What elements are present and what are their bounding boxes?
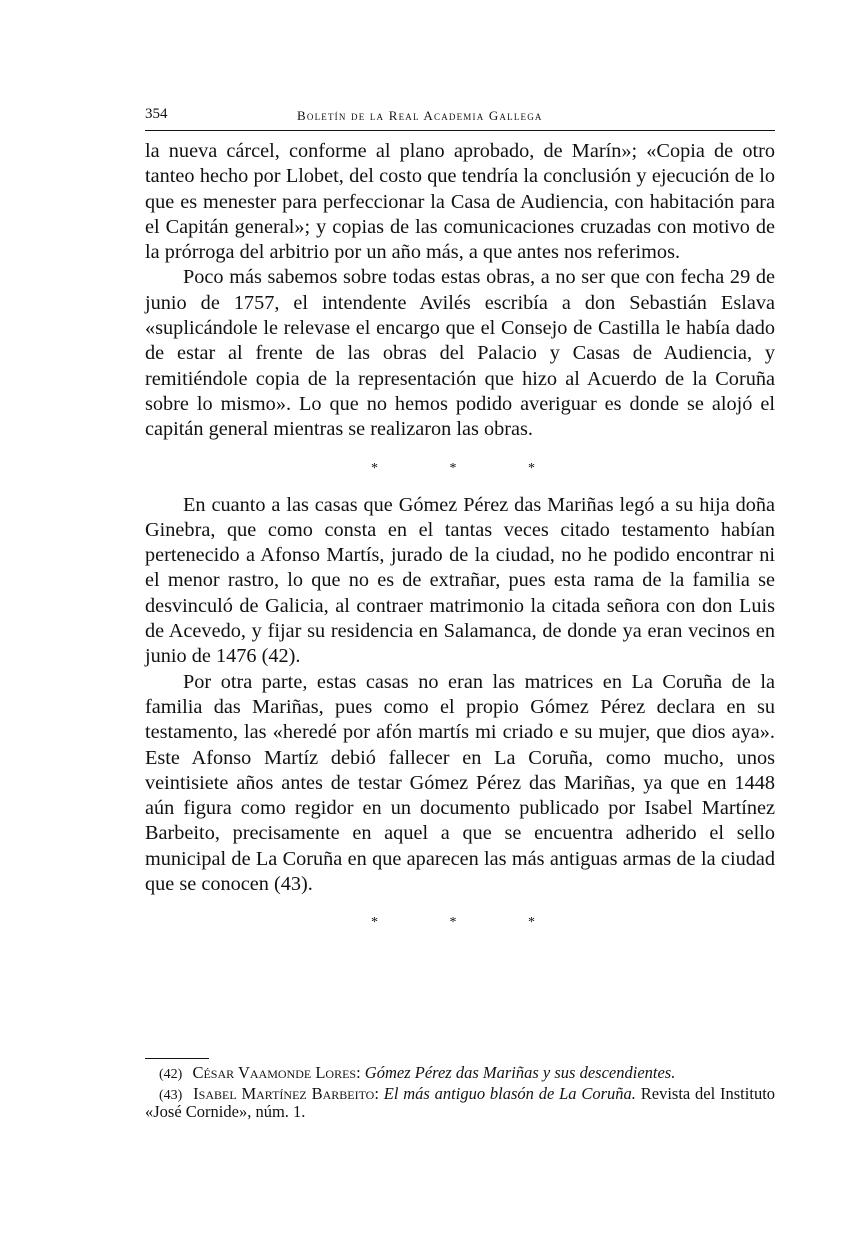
running-title: Boletín de la Real Academia Gallega — [297, 108, 543, 123]
footnote-rule — [145, 1058, 209, 1059]
paragraph: Por otra parte, estas casas no eran las matrices en La Coruña de la familia das Mariñas, pues como el propio Gómez Pérez declara en su testamento, las «heredé por afón martís mi criado e su mujer, que dios aya». Este Afonso Martíz debió fallecer en La Coruña, como mucho, unos veintisiete años antes de testar Gómez Pérez das Mariñas, ya que en 1448 aún figura como regidor en un documento publicado por Isabel Martínez Barbeito, precisamente en aquel a que se encuentra adherido el sello municipal de La Coruña en que aparecen las más antiguas armas de la ciudad que se conocen (43). — [145, 670, 775, 896]
footnote-work: El más antiguo blasón de La Coruña. — [383, 1084, 636, 1103]
footnotes — [145, 1058, 775, 1123]
paragraph-continuation: la nueva cárcel, conforme al plano aprobado, de Marín»; «Copia de otro tanteo hecho por Llobet, del costo que tendría la conclusión y ejecución de lo que es menester para perfeccionar la Casa de Audiencia, con habitación para el Capitán general»; y copias de las comunicaciones cruzadas con motivo de la prórroga del arbitrio por un año más, a que antes nos referimos. — [145, 140, 775, 264]
footnote-number: (43) — [159, 1088, 183, 1103]
section-separator: * * * — [371, 460, 569, 476]
footnote-42 — [145, 1065, 775, 1083]
page-number: 354 — [145, 106, 168, 122]
footnote-author: César Vaamonde Lores: — [192, 1063, 361, 1082]
footnote-43 — [145, 1086, 775, 1120]
running-head — [145, 100, 775, 131]
footnote-author: Isabel Martínez Barbeito: — [193, 1084, 379, 1103]
paragraph: En cuanto a las casas que Gómez Pérez das Mariñas legó a su hija doña Ginebra, que como consta en el tantas veces citado testamento habían pertenecido a Afonso Martís, jurado de la ciudad, no he podido encontrar ni el menor rastro, lo que no es de extrañar, pues esta rama de la familia se desvinculó de Galicia, al contraer matrimonio la citada señora con don Luis de Acevedo, y fijar su residencia en Salamanca, de donde ya eran vecinos en junio de 1476 (42). — [145, 493, 775, 668]
footnote-work: Gómez Pérez das Mariñas y sus descendientes. — [364, 1063, 676, 1082]
section-separator: * * * — [371, 915, 569, 931]
paragraph: Poco más sabemos sobre todas estas obras, a no ser que con fecha 29 de junio de 1757, el intendente Avilés escribía a don Sebastián Eslava «suplicándole le relevase el encargo que el Consejo de Castilla le había dado de estar al frente de las obras del Palacio y Casas de Audiencia, y remitiéndole copia de la representación que hizo al Acuerdo de la Coruña sobre lo mismo». Lo que no hemos podido averiguar es donde se alojó el capitán general mientras se realizaron las obras. — [145, 266, 775, 441]
body-text — [145, 139, 775, 933]
footnote-number: (42) — [159, 1067, 183, 1082]
page — [145, 100, 775, 933]
footnote-source: Revista del Instituto «José Cornide», núm. 1. — [145, 1084, 776, 1121]
